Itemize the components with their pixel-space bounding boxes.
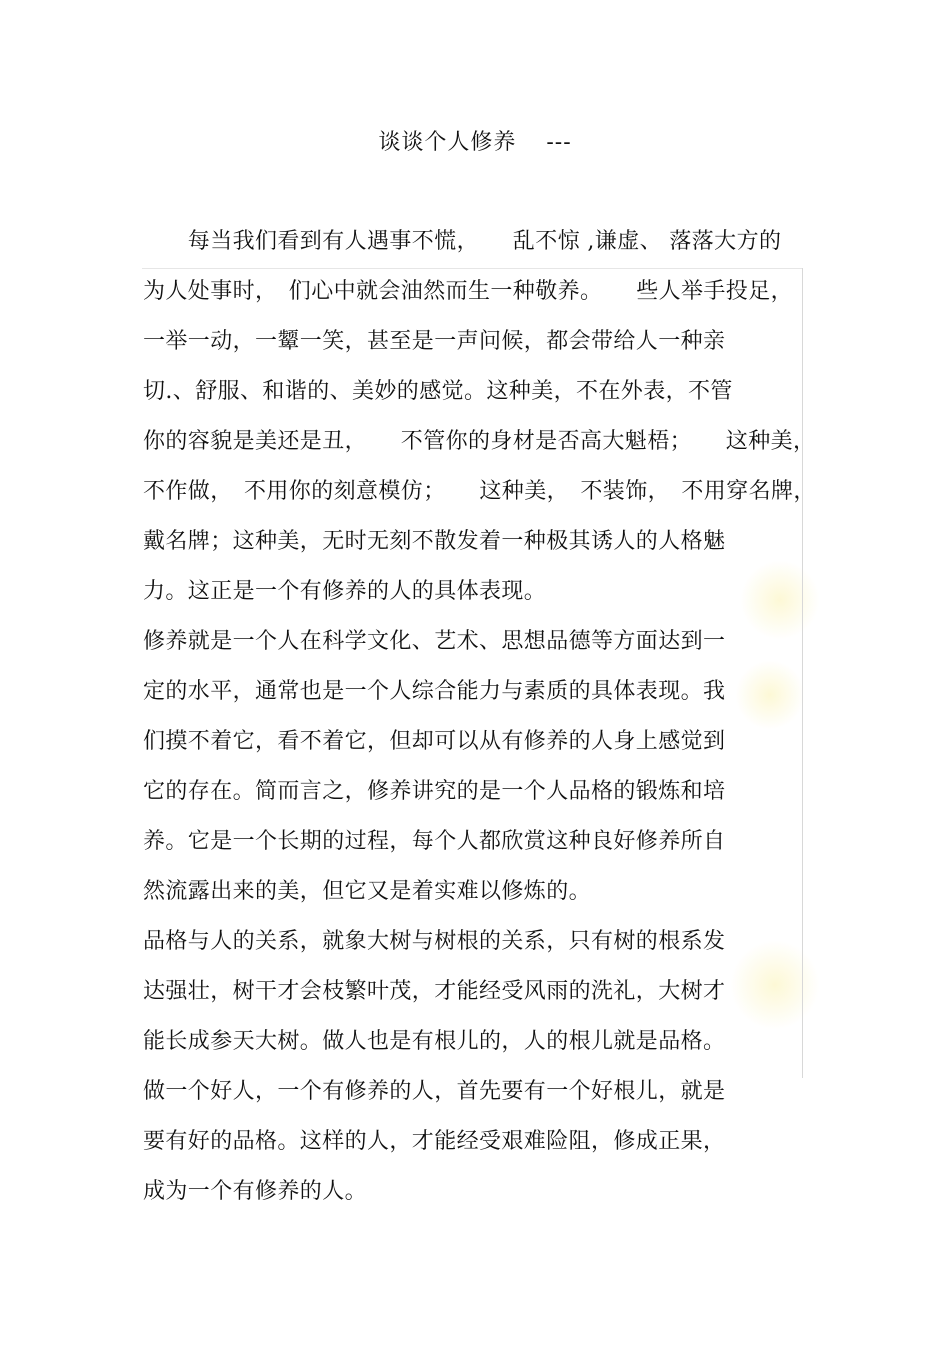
text-line: 能长成参天大树。做人也是有根儿的，人的根儿就是品格。 [143, 1029, 726, 1054]
text-line: 养。它是一个长期的过程，每个人都欣赏这种良好修养所自 [143, 829, 726, 854]
text-line: 然流露出来的美，但它又是着实难以修炼的。 [143, 879, 592, 904]
title-suffix: --- [546, 130, 572, 155]
title-text: 谈谈个人修养 [378, 130, 517, 155]
text-line: 每当我们看到有人遇事不慌， 乱不惊 ,谦虚、 落落大方的 [143, 229, 782, 254]
text-line: 为人处事时， 们心中就会油然而生一种敬养。 些人举手投足， [143, 279, 794, 304]
text-line: 力。这正是一个有修养的人的具体表现。 [143, 579, 547, 604]
text-line: 品格与人的关系，就象大树与树根的关系，只有树的根系发 [143, 929, 726, 954]
text-line: 成为一个有修养的人。 [143, 1179, 368, 1204]
text-line: 切.、舒服、和谐的、美妙的感觉。这种美，不在外表，不管 [143, 379, 733, 404]
text-line: 修养就是一个人在科学文化、艺术、思想品德等方面达到一 [143, 629, 726, 654]
text-line: 它的存在。简而言之，修养讲究的是一个人品格的锻炼和培 [143, 779, 726, 804]
text-line: 达强壮，树干才会枝繁叶茂，才能经受风雨的洗礼，大树才 [143, 979, 726, 1004]
text-line: 戴名牌；这种美，无时无刻不散发着一种极其诱人的人格魅 [143, 529, 726, 554]
text-line: 做一个好人，一个有修养的人，首先要有一个好根儿，就是 [143, 1079, 726, 1104]
text-line: 定的水平，通常也是一个人综合能力与素质的具体表现。我 [143, 679, 726, 704]
text-line: 要有好的品格。这样的人，才能经受艰难险阻，修成正果， [143, 1129, 726, 1154]
text-line: 你的容貌是美还是丑， 不管你的身材是否高大魁梧； 这种美， [143, 429, 816, 454]
text-line: 们摸不着它，看不着它，但却可以从有修养的人身上感觉到 [143, 729, 726, 754]
text-line: 一举一动，一颦一笑，甚至是一声问候，都会带给人一种亲 [143, 329, 726, 354]
text-line: 不作做， 不用你的刻意模仿； 这种美， 不装饰， 不用穿名牌， [143, 479, 816, 504]
